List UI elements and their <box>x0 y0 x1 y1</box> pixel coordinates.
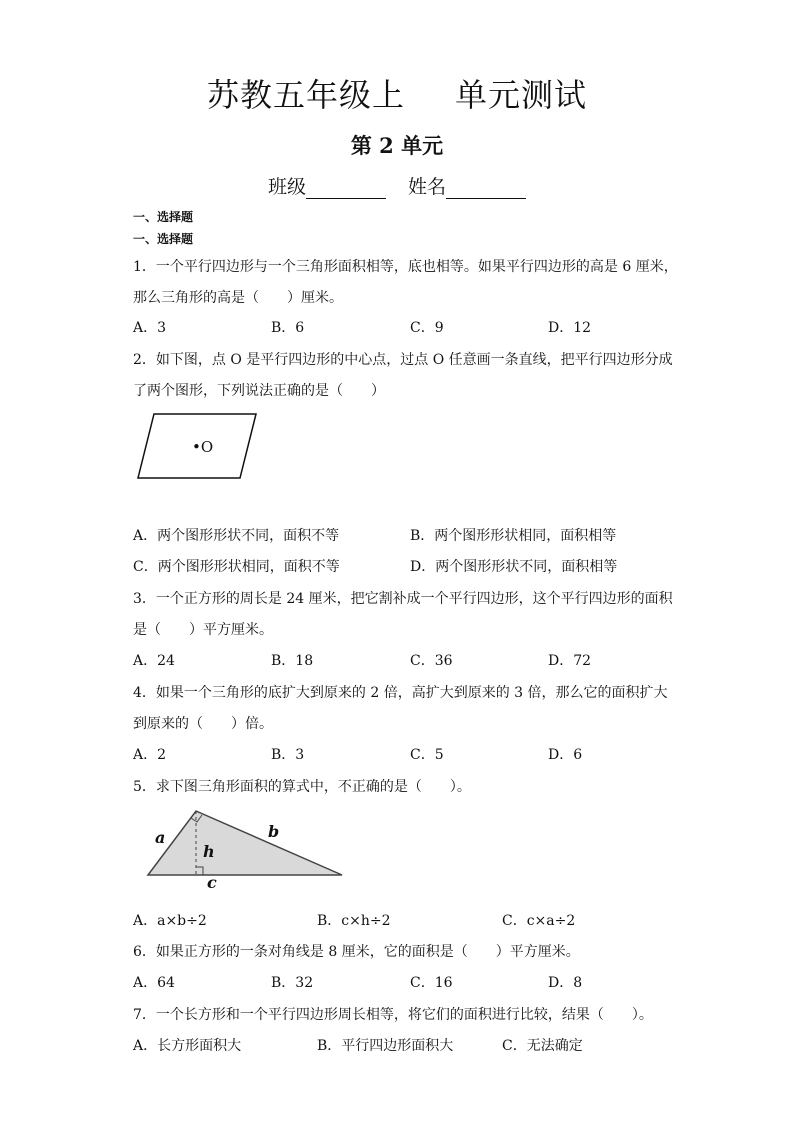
q7-option-a[interactable]: A．长方形面积大 <box>133 1038 242 1054</box>
question-4-line-2: 到原来的（ ）倍。 <box>133 716 273 732</box>
height-h-label: h <box>203 842 215 861</box>
question-2-line-1: 2．如下图，点 O 是平行四边形的中心点，过点 O 任意画一条直线，把平行四边形分成 <box>133 352 673 368</box>
class-blank[interactable] <box>306 178 386 199</box>
side-b-label: b <box>268 822 280 841</box>
question-3-line-2: 是（ ）平方厘米。 <box>133 622 273 638</box>
q7-option-b[interactable]: B．平行四边形面积大 <box>317 1038 454 1054</box>
q6-option-a[interactable]: A．64 <box>133 975 175 991</box>
title-grade: 苏教五年级上 <box>206 76 405 114</box>
q3-option-d[interactable]: D．72 <box>548 653 592 669</box>
center-point-o-label: •O <box>192 438 214 456</box>
name-blank[interactable] <box>446 178 526 199</box>
q4-option-b[interactable]: B．3 <box>271 747 305 763</box>
q3-option-c[interactable]: C．36 <box>410 653 453 669</box>
q4-option-a[interactable]: A．2 <box>133 747 167 763</box>
q3-option-b[interactable]: B．18 <box>271 653 314 669</box>
question-2-line-2: 了两个图形，下列说法正确的是（ ） <box>133 383 385 399</box>
q5-option-c[interactable]: C．c×a÷2 <box>502 913 576 929</box>
section-heading: 一、选择题 <box>133 232 194 246</box>
class-name-line <box>0 172 794 199</box>
q5-option-b[interactable]: B．c×h÷2 <box>317 913 391 929</box>
q1-option-d[interactable]: D．12 <box>548 320 592 336</box>
q2-option-b[interactable]: B．两个图形形状相同，面积相等 <box>410 528 617 544</box>
q6-option-c[interactable]: C．16 <box>410 975 453 991</box>
q1-option-b[interactable]: B．6 <box>271 320 305 336</box>
unit-subtitle: 第 2 单元 <box>350 133 444 158</box>
q2-option-a[interactable]: A．两个图形形状不同，面积不等 <box>133 528 340 544</box>
question-1-line-1: 1．一个平行四边形与一个三角形面积相等，底也相等。如果平行四边形的高是 6 厘米， <box>133 259 678 275</box>
q4-option-d[interactable]: D．6 <box>548 747 583 763</box>
class-label: 班级 <box>267 176 306 198</box>
triangle-figure <box>140 805 355 895</box>
q6-option-b[interactable]: B．32 <box>271 975 314 991</box>
q2-option-c[interactable]: C．两个图形形状相同，面积不等 <box>133 559 340 575</box>
q5-option-a[interactable]: A．a×b÷2 <box>133 913 207 929</box>
question-1-line-2: 那么三角形的高是（ ）厘米。 <box>133 290 343 306</box>
section-heading: 一、选择题 <box>133 210 194 224</box>
q7-option-c[interactable]: C．无法确定 <box>502 1038 583 1054</box>
triangle-shape <box>148 811 342 875</box>
q4-option-c[interactable]: C．5 <box>410 747 444 763</box>
q6-option-d[interactable]: D．8 <box>548 975 583 991</box>
q1-option-c[interactable]: C．9 <box>410 320 444 336</box>
question-3-line-1: 3．一个正方形的周长是 24 厘米，把它割补成一个平行四边形，这个平行四边形的面积 <box>133 591 673 607</box>
page-title <box>0 70 794 116</box>
q2-option-d[interactable]: D．两个图形形状不同，面积相等 <box>410 559 618 575</box>
base-c-label: c <box>207 873 217 892</box>
question-7-line-1: 7．一个长方形和一个平行四边形周长相等，将它们的面积进行比较，结果（ ）。 <box>133 1007 653 1023</box>
question-5-line-1: 5．求下图三角形面积的算式中，不正确的是（ ）。 <box>133 779 471 795</box>
q3-option-a[interactable]: A．24 <box>133 653 175 669</box>
question-4-line-1: 4．如果一个三角形的底扩大到原来的 2 倍，高扩大到原来的 3 倍，那么它的面积扩大 <box>133 685 668 701</box>
side-a-label: a <box>155 828 166 847</box>
question-6-line-1: 6．如果正方形的一条对角线是 8 厘米，它的面积是（ ）平方厘米。 <box>133 944 580 960</box>
title-test: 单元测试 <box>455 76 588 114</box>
name-label: 姓名 <box>408 176 447 198</box>
q1-option-a[interactable]: A．3 <box>133 320 167 336</box>
